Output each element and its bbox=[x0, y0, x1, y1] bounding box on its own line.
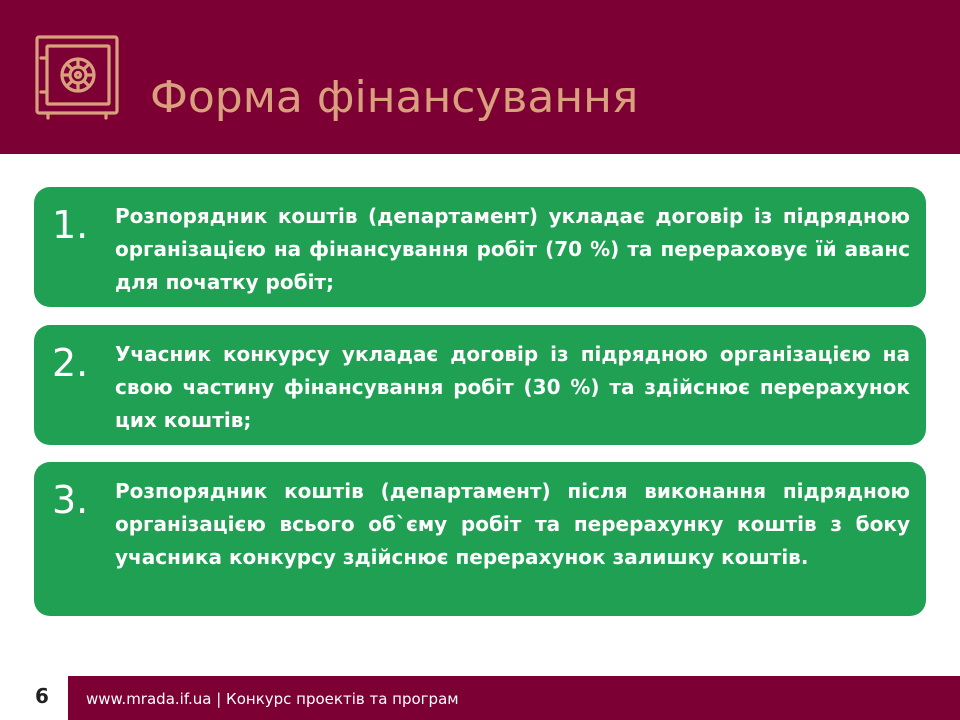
step-card-1 bbox=[34, 187, 926, 307]
page-title: Форма фінансування bbox=[150, 72, 639, 123]
safe-icon bbox=[34, 34, 120, 120]
step-card-2 bbox=[34, 325, 926, 445]
page-number: 6 bbox=[35, 684, 49, 708]
step-card-3 bbox=[34, 462, 926, 616]
step-number: 2. bbox=[52, 341, 89, 385]
step-text: Розпорядник коштів (департамент) після виконання підрядною організацією всього об`єму робіт та перерахунку коштів з боку учасника конкурсу здійснює перерахунок залишку коштів. bbox=[115, 479, 910, 569]
step-number: 3. bbox=[52, 478, 89, 522]
footer-text: www.mrada.if.ua | Конкурс проектів та програм bbox=[86, 690, 459, 708]
step-text: Розпорядник коштів (департамент) укладає договір із підрядною організацією на фінансування робіт (70 %) та перераховує їй аванс для початку робіт; bbox=[115, 204, 910, 294]
slide-header bbox=[0, 0, 960, 154]
step-text: Учасник конкурсу укладає договір із підрядною організацією на свою частину фінансування робіт (30 %) та здійснює перерахунок цих коштів; bbox=[115, 342, 910, 432]
step-number: 1. bbox=[52, 203, 89, 247]
